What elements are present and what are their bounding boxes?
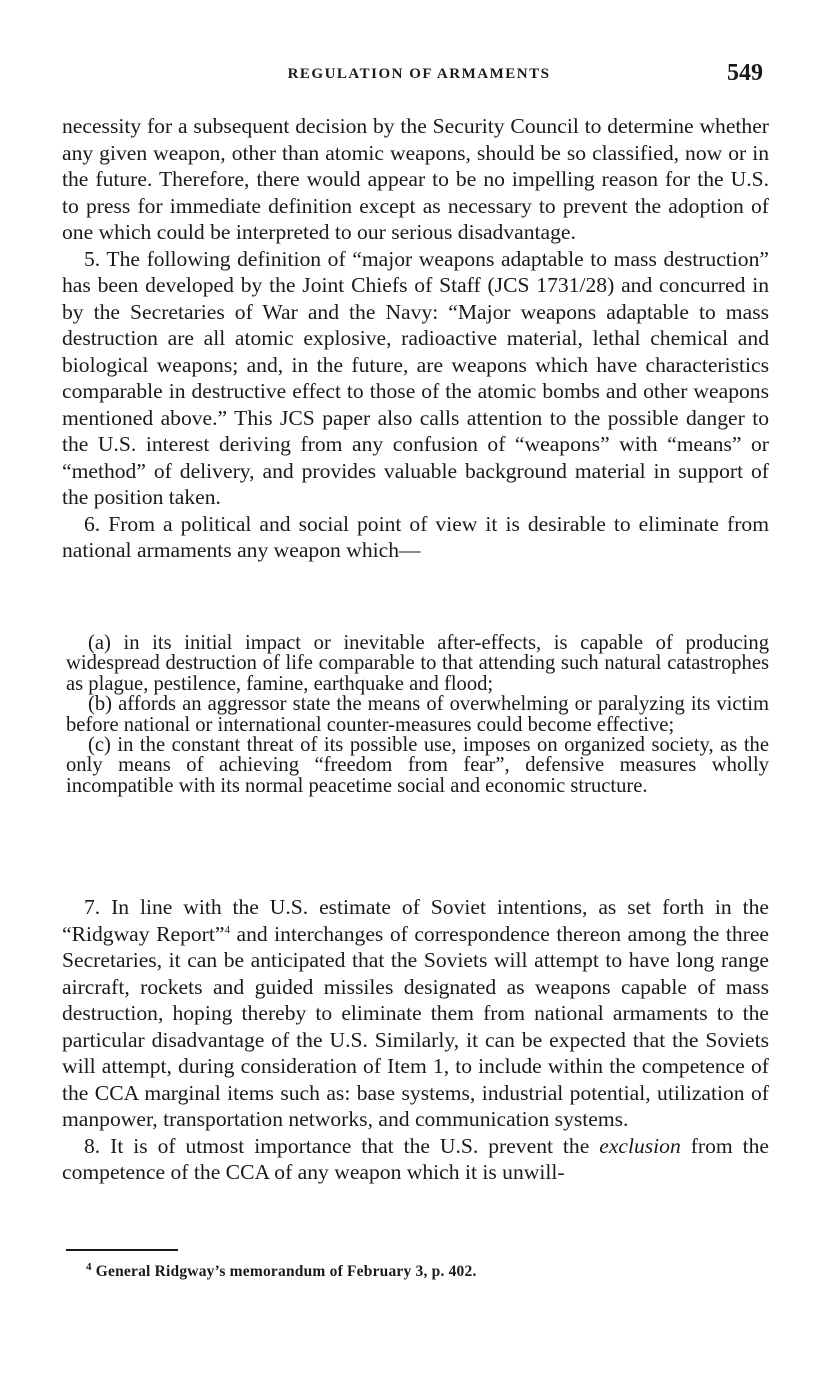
list-item-c: (c) in the constant threat of its possible use, imposes on organized society, as the only means of achieving “freedom from fear”, defensive measures wholly incompatible with its normal peacetime social and economic structure.	[66, 734, 769, 797]
paragraph-8-emphasis: exclusion	[599, 1133, 681, 1158]
paragraph-7	[62, 894, 769, 1133]
page-number: 549	[727, 60, 763, 86]
footnote-text: General Ridgway’s memorandum of February 3, p. 402.	[91, 1263, 477, 1280]
paragraph-8-text-end: from the competence of the CCA of any weapon which it is unwill-	[62, 1133, 769, 1184]
paragraph-8	[62, 1133, 769, 1186]
list-item-b: (b) affords an aggressor state the means of overwhelming or paralyzing its victim before national or international counter-measures could become effective;	[66, 693, 769, 736]
footnote-reference: 4	[224, 923, 230, 936]
footnote-divider	[66, 1249, 178, 1251]
footnote-marker: 4	[86, 1260, 92, 1273]
body-section-top	[62, 113, 769, 564]
paragraph-5: 5. The following definition of “major weapons adaptable to mass destruction” has been developed by the Joint Chiefs of Staff (JCS 1731/28) and concurred in by the Secretaries of War and the Navy: “Major weapons adaptable to mass destruction are all atomic explosive, radioactive material, lethal chemical and biological weapons; and, in the future, are weapons which have characteristics comparable in destructive effect to those of the atomic bombs and other weapons mentioned above.” This JCS paper also calls attention to the possible danger to the U.S. interest deriving from any confusion of “weapons” with “means” or “method” of delivery, and provides valuable background material in support of the position taken.	[62, 246, 769, 509]
running-header-title: REGULATION OF ARMAMENTS	[287, 66, 551, 82]
paragraph-4-continued: necessity for a subsequent decision by the Security Council to determine whether any given weapon, other than atomic weapons, should be so classified, now or in the future. Therefore, there would appear to be no impelling reason for the U.S. to press for immediate definition except as necessary to prevent the adoption of one which could be interpreted to our serious disadvantage.	[62, 114, 769, 244]
paragraph-8-text-start: 8. It is of utmost importance that the U.S. prevent the	[84, 1133, 600, 1158]
weapon-criteria-list	[66, 633, 769, 796]
list-item-a: (a) in its initial impact or inevitable after-effects, is capable of producing widespread destruction of life comparable to that attending such natural catastrophes as plague, pestilence, famine, earthquake and flood;	[66, 632, 769, 695]
paragraph-7-text-end: and interchanges of correspondence thereon among the three Secretaries, it can be anticipated that the Soviets will attempt to have long range aircraft, rockets and guided missiles designated as weapons capable of mass destruction, hoping thereby to eliminate them from national armaments to the particular disadvantage of the U.S. Similarly, it can be expected that the Soviets will attempt, during consideration of Item 1, to include within the competence of the CCA marginal items such as: base systems, industrial potential, utilization of manpower, transportation networks, and communication systems.	[62, 921, 769, 1131]
paragraph-7-text-start: 7. In line with the U.S. estimate of Soviet intentions, as set forth in the “Ridgway Report”	[62, 895, 769, 946]
paragraph-6: 6. From a political and social point of view it is desirable to eliminate from national armaments any weapon which—	[62, 511, 769, 562]
body-section-bottom	[62, 894, 769, 1186]
footnote	[86, 1260, 477, 1281]
